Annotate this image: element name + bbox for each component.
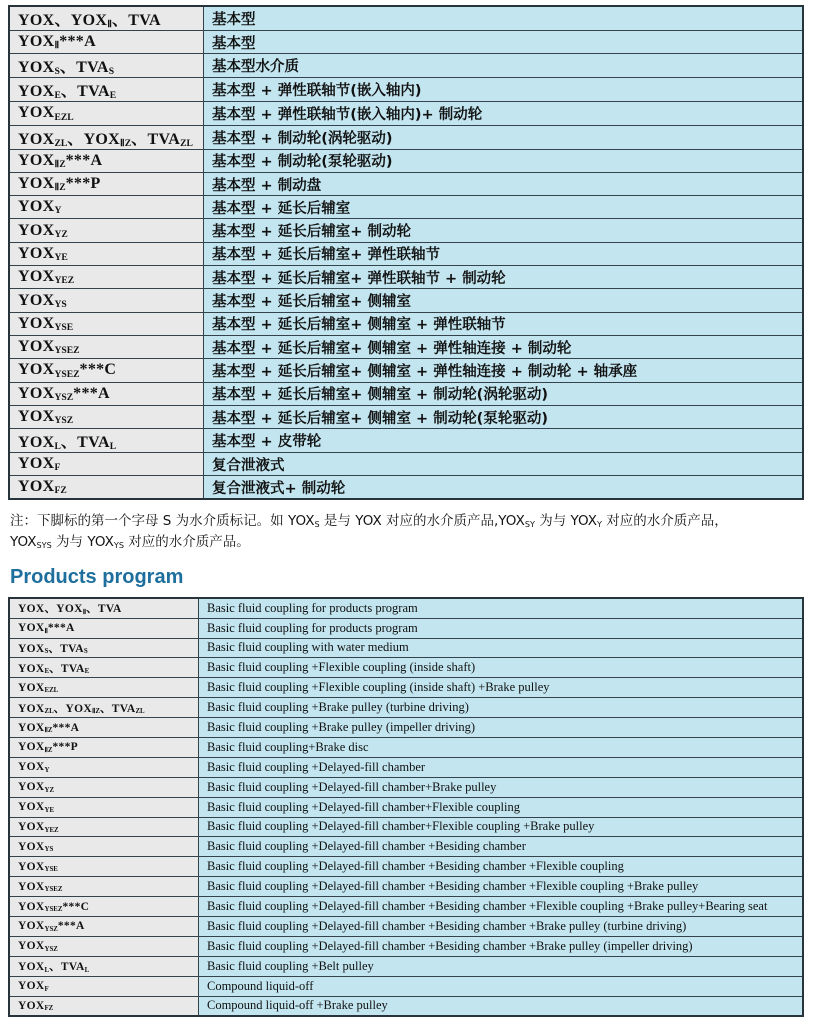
table-row bbox=[9, 266, 803, 289]
model-code: $YOX_{YS}$ bbox=[9, 289, 204, 312]
model-description: Basic fluid coupling +Delayed-fill chamber +Besiding chamber +Flexible coupling +Brake pulley+Bearing seat bbox=[199, 897, 804, 917]
table-row bbox=[9, 6, 803, 31]
table-row bbox=[9, 897, 803, 917]
model-code: $YOX_{YSZ}***A$ bbox=[9, 917, 199, 937]
model-description: Basic fluid coupling +Brake pulley (turbine driving) bbox=[199, 698, 804, 718]
model-description: Basic fluid coupling +Delayed-fill chamber bbox=[199, 757, 804, 777]
model-code: $YOX_Y$ bbox=[9, 757, 199, 777]
model-code: $YOX_L$、$TVA_L$ bbox=[9, 429, 204, 453]
table-row bbox=[9, 54, 803, 78]
table-row bbox=[9, 382, 803, 405]
table-row bbox=[9, 996, 803, 1016]
table-row bbox=[9, 172, 803, 195]
model-description: Compound liquid-off bbox=[199, 976, 804, 996]
model-description: Basic fluid coupling +Delayed-fill chamber+Flexible coupling +Brake pulley bbox=[199, 817, 804, 837]
model-description: 基本型 + 制动轮(泵轮驱动) bbox=[204, 149, 804, 172]
table-row bbox=[9, 976, 803, 996]
model-code: $YOX_E$、$TVA_E$ bbox=[9, 78, 204, 102]
table-row bbox=[9, 405, 803, 428]
model-description: Basic fluid coupling +Flexible coupling (inside shaft) +Brake pulley bbox=[199, 678, 804, 698]
table-row bbox=[9, 476, 803, 499]
model-code: $YOX_E$、$TVA_E$ bbox=[9, 658, 199, 678]
model-description: Basic fluid coupling +Delayed-fill chamber+Flexible coupling bbox=[199, 797, 804, 817]
model-description: 基本型 + 延长后辅室+ 弹性联轴节 bbox=[204, 242, 804, 265]
table-row bbox=[9, 335, 803, 358]
model-description: 复合泄液式+ 制动轮 bbox=[204, 476, 804, 499]
model-code: $YOX_{ⅡZ}***A$ bbox=[9, 718, 199, 738]
model-description: 基本型 + 皮带轮 bbox=[204, 429, 804, 453]
model-description: 基本型 + 延长后辅室+ 弹性联轴节 + 制动轮 bbox=[204, 266, 804, 289]
table-row bbox=[9, 453, 803, 476]
table-row bbox=[9, 618, 803, 638]
model-description: Basic fluid coupling +Delayed-fill chamber +Besiding chamber bbox=[199, 837, 804, 857]
table-row bbox=[9, 149, 803, 172]
table-row bbox=[9, 757, 803, 777]
model-code: $YOX_{EZL}$ bbox=[9, 102, 204, 125]
table-row bbox=[9, 31, 803, 54]
table-row bbox=[9, 658, 803, 678]
model-description: 基本型 + 延长后辅室+ 侧辅室 + 弹性轴连接 + 制动轮 bbox=[204, 335, 804, 358]
model-description: 基本型 + 延长后辅室 bbox=[204, 196, 804, 219]
table-row bbox=[9, 698, 803, 718]
model-code: YOX、$YOX_Ⅱ$、TVA bbox=[9, 6, 204, 31]
table-row bbox=[9, 917, 803, 937]
model-description: Basic fluid coupling +Delayed-fill chamber +Besiding chamber +Flexible coupling +Brake pulley bbox=[199, 877, 804, 897]
model-code: $YOX_{ⅡZ}***P$ bbox=[9, 172, 204, 195]
model-description: 基本型 + 延长后辅室+ 侧辅室 bbox=[204, 289, 804, 312]
model-code: $YOX_{YSEZ}$ bbox=[9, 335, 204, 358]
section-heading: Products program bbox=[10, 566, 184, 589]
model-code: $YOX_{YSE}$ bbox=[9, 312, 204, 335]
model-code: $YOX_Ⅱ***A$ bbox=[9, 618, 199, 638]
model-description: Basic fluid coupling for products program bbox=[199, 598, 804, 618]
model-code: $YOX_{FZ}$ bbox=[9, 476, 204, 499]
model-code: $YOX_{YE}$ bbox=[9, 797, 199, 817]
model-description: 基本型 + 延长后辅室+ 侧辅室 + 制动轮(泵轮驱动) bbox=[204, 405, 804, 428]
model-code: YOX、$YOX_Ⅱ$、TVA bbox=[9, 598, 199, 618]
table-row bbox=[9, 718, 803, 738]
table-row bbox=[9, 312, 803, 335]
table-row bbox=[9, 877, 803, 897]
model-description: Basic fluid coupling +Delayed-fill chamber+Brake pulley bbox=[199, 777, 804, 797]
model-code: $YOX_{YEZ}$ bbox=[9, 817, 199, 837]
model-code: $YOX_{YSEZ}$ bbox=[9, 877, 199, 897]
model-description: 基本型 + 制动轮(涡轮驱动) bbox=[204, 125, 804, 149]
model-code: $YOX_{YSEZ}***C$ bbox=[9, 897, 199, 917]
model-description: Basic fluid coupling +Delayed-fill chamber +Besiding chamber +Brake pulley (impeller driving) bbox=[199, 936, 804, 956]
model-description: Basic fluid coupling +Delayed-fill chamber +Besiding chamber +Flexible coupling bbox=[199, 857, 804, 877]
model-code: $YOX_{ⅡZ}***A$ bbox=[9, 149, 204, 172]
table-row bbox=[9, 359, 803, 382]
model-description: Basic fluid coupling +Flexible coupling (inside shaft) bbox=[199, 658, 804, 678]
model-description: Basic fluid coupling+Brake disc bbox=[199, 737, 804, 757]
model-description: 基本型 + 延长后辅室+ 侧辅室 + 弹性轴连接 + 制动轮 + 轴承座 bbox=[204, 359, 804, 382]
model-description: 基本型 + 延长后辅室+ 侧辅室 + 制动轮(涡轮驱动) bbox=[204, 382, 804, 405]
model-code: $YOX_{YSEZ}***C$ bbox=[9, 359, 204, 382]
model-description: 复合泄液式 bbox=[204, 453, 804, 476]
model-code: $YOX_{ZL}$、$YOX_{ⅡZ}$、$TVA_{ZL}$ bbox=[9, 698, 199, 718]
model-code: $YOX_{ⅡZ}***P$ bbox=[9, 737, 199, 757]
model-description: Basic fluid coupling for products program bbox=[199, 618, 804, 638]
model-description: 基本型 + 弹性联轴节(嵌入轴内)+ 制动轮 bbox=[204, 102, 804, 125]
model-description: 基本型 + 制动盘 bbox=[204, 172, 804, 195]
model-description: 基本型 + 延长后辅室+ 侧辅室 + 弹性联轴节 bbox=[204, 312, 804, 335]
model-description: Basic fluid coupling +Delayed-fill chamber +Besiding chamber +Brake pulley (turbine driving) bbox=[199, 917, 804, 937]
table-row bbox=[9, 797, 803, 817]
table-row bbox=[9, 638, 803, 658]
model-code: $YOX_{YS}$ bbox=[9, 837, 199, 857]
model-code: $YOX_Y$ bbox=[9, 196, 204, 219]
model-table-english-body bbox=[9, 598, 803, 1016]
model-description: 基本型 bbox=[204, 31, 804, 54]
model-code: $YOX_F$ bbox=[9, 453, 204, 476]
table-row bbox=[9, 817, 803, 837]
model-code: $YOX_S$、$TVA_S$ bbox=[9, 638, 199, 658]
model-description: 基本型水介质 bbox=[204, 54, 804, 78]
model-table-english bbox=[8, 597, 804, 1017]
table-row bbox=[9, 219, 803, 242]
model-description: 基本型 + 延长后辅室+ 制动轮 bbox=[204, 219, 804, 242]
model-table-chinese bbox=[8, 5, 804, 500]
model-code: $YOX_{YSZ}$ bbox=[9, 405, 204, 428]
model-description: Basic fluid coupling +Brake pulley (impeller driving) bbox=[199, 718, 804, 738]
model-code: $YOX_{FZ}$ bbox=[9, 996, 199, 1016]
model-code: $YOX_{YSZ}$ bbox=[9, 936, 199, 956]
model-code: $YOX_{YE}$ bbox=[9, 242, 204, 265]
table-row bbox=[9, 936, 803, 956]
model-code: $YOX_{ZL}$、$YOX_{ⅡZ}$、$TVA_{ZL}$ bbox=[9, 125, 204, 149]
model-code: $YOX_{YEZ}$ bbox=[9, 266, 204, 289]
model-code: $YOX_{YSZ}***A$ bbox=[9, 382, 204, 405]
table-row bbox=[9, 429, 803, 453]
table-row bbox=[9, 78, 803, 102]
table-row bbox=[9, 242, 803, 265]
model-code: $YOX_F$ bbox=[9, 976, 199, 996]
model-table-chinese-body bbox=[9, 6, 803, 499]
table-row bbox=[9, 737, 803, 757]
model-description: 基本型 bbox=[204, 6, 804, 31]
table-row bbox=[9, 289, 803, 312]
model-code: $YOX_Ⅱ***A$ bbox=[9, 31, 204, 54]
model-code: $YOX_{EZL}$ bbox=[9, 678, 199, 698]
model-description: Basic fluid coupling with water medium bbox=[199, 638, 804, 658]
model-description: 基本型 + 弹性联轴节(嵌入轴内) bbox=[204, 78, 804, 102]
model-description: Compound liquid-off +Brake pulley bbox=[199, 996, 804, 1016]
table-row bbox=[9, 678, 803, 698]
table-row bbox=[9, 777, 803, 797]
model-code: $YOX_S$、$TVA_S$ bbox=[9, 54, 204, 78]
model-code: $YOX_{YSE}$ bbox=[9, 857, 199, 877]
table-row bbox=[9, 125, 803, 149]
table-row bbox=[9, 857, 803, 877]
footnote: 注：下脚标的第一个字母 S 为水介质标记。如 $YOX_S$ 是与 YOX 对应的水介质产品$,YOX_{SY}$ 为与 $YOX_Y$ 对应的水介质产品， $YOX_{SYS}$ 为与 $YOX_{YS}$ 对应的水介质产品。 bbox=[10, 513, 728, 550]
table-row bbox=[9, 837, 803, 857]
model-description: Basic fluid coupling +Belt pulley bbox=[199, 956, 804, 976]
table-row bbox=[9, 102, 803, 125]
model-code: $YOX_{YZ}$ bbox=[9, 219, 204, 242]
table-row bbox=[9, 598, 803, 618]
table-row bbox=[9, 956, 803, 976]
model-code: $YOX_L$、$TVA_L$ bbox=[9, 956, 199, 976]
model-code: $YOX_{YZ}$ bbox=[9, 777, 199, 797]
table-row bbox=[9, 196, 803, 219]
